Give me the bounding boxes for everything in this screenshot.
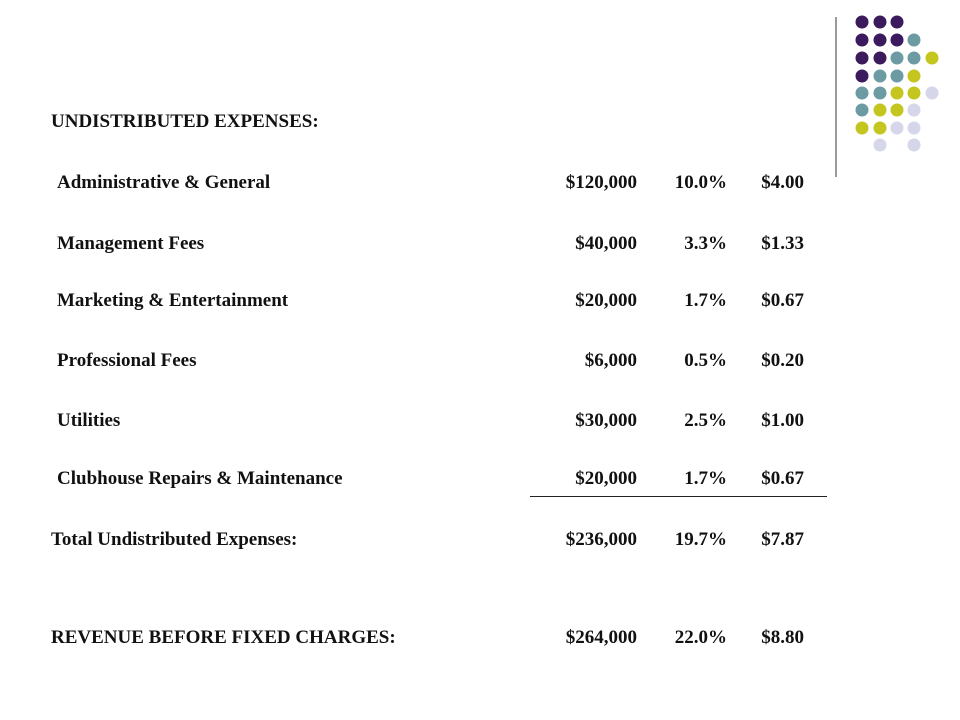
expense-label: Clubhouse Repairs & Maintenance — [57, 468, 343, 489]
decor-dot — [908, 70, 921, 83]
expense-amount: $120,000 — [565, 172, 637, 193]
decor-dot — [908, 52, 921, 65]
section-title: UNDISTRIBUTED EXPENSES: — [51, 111, 319, 132]
expense-amount: $40,000 — [575, 233, 637, 254]
decor-dot — [891, 16, 904, 29]
decor-dot — [926, 87, 939, 100]
decor-dot — [891, 122, 904, 135]
expense-per-unit: $0.67 — [761, 290, 804, 311]
decor-dot — [891, 87, 904, 100]
decor-dot — [874, 104, 887, 117]
decor-dot — [908, 104, 921, 117]
expense-amount: $6,000 — [584, 350, 637, 371]
decor-dot — [856, 70, 869, 83]
total-underline — [530, 496, 827, 497]
expense-per-unit: $1.00 — [761, 410, 804, 431]
expense-per-unit: $4.00 — [761, 172, 804, 193]
expense-amount: $20,000 — [575, 468, 637, 489]
expense-label: Utilities — [57, 410, 121, 431]
decorative-divider — [835, 17, 837, 177]
expense-percent: 2.5% — [684, 410, 727, 431]
decor-dot — [874, 139, 887, 152]
expense-percent: 10.0% — [674, 172, 727, 193]
decor-dot — [874, 16, 887, 29]
decor-dot — [908, 122, 921, 135]
revenue-label: REVENUE BEFORE FIXED CHARGES: — [51, 627, 396, 648]
revenue-percent: 22.0% — [674, 627, 727, 648]
decor-dot — [891, 34, 904, 47]
decor-dot — [874, 122, 887, 135]
revenue-amount: $264,000 — [565, 627, 637, 648]
decor-dot — [856, 52, 869, 65]
expense-percent: 0.5% — [684, 350, 727, 371]
decor-dot — [874, 34, 887, 47]
decor-dot — [874, 70, 887, 83]
expense-per-unit: $0.67 — [761, 468, 804, 489]
expense-percent: 1.7% — [684, 468, 727, 489]
decor-dot — [856, 16, 869, 29]
decor-dot — [908, 87, 921, 100]
decor-dot — [891, 104, 904, 117]
total-per-unit: $7.87 — [761, 529, 804, 550]
decor-dot — [874, 87, 887, 100]
expense-label: Management Fees — [57, 233, 205, 254]
expense-per-unit: $1.33 — [761, 233, 804, 254]
decor-dot — [856, 122, 869, 135]
decor-dot — [908, 34, 921, 47]
decor-dot — [891, 70, 904, 83]
total-amount: $236,000 — [565, 529, 637, 550]
expense-amount: $30,000 — [575, 410, 637, 431]
decor-dot — [856, 104, 869, 117]
expense-per-unit: $0.20 — [761, 350, 804, 371]
decor-dot — [856, 34, 869, 47]
decor-dot — [891, 52, 904, 65]
decor-dot — [856, 87, 869, 100]
decor-dot — [874, 52, 887, 65]
expense-label: Marketing & Entertainment — [57, 290, 289, 311]
decor-dot — [908, 139, 921, 152]
decor-dot — [926, 52, 939, 65]
expense-label: Professional Fees — [57, 350, 197, 371]
total-label: Total Undistributed Expenses: — [51, 529, 298, 550]
expense-percent: 1.7% — [684, 290, 727, 311]
expense-amount: $20,000 — [575, 290, 637, 311]
revenue-per-unit: $8.80 — [761, 627, 804, 648]
expense-label: Administrative & General — [57, 172, 271, 193]
expense-percent: 3.3% — [684, 233, 727, 254]
total-percent: 19.7% — [674, 529, 727, 550]
